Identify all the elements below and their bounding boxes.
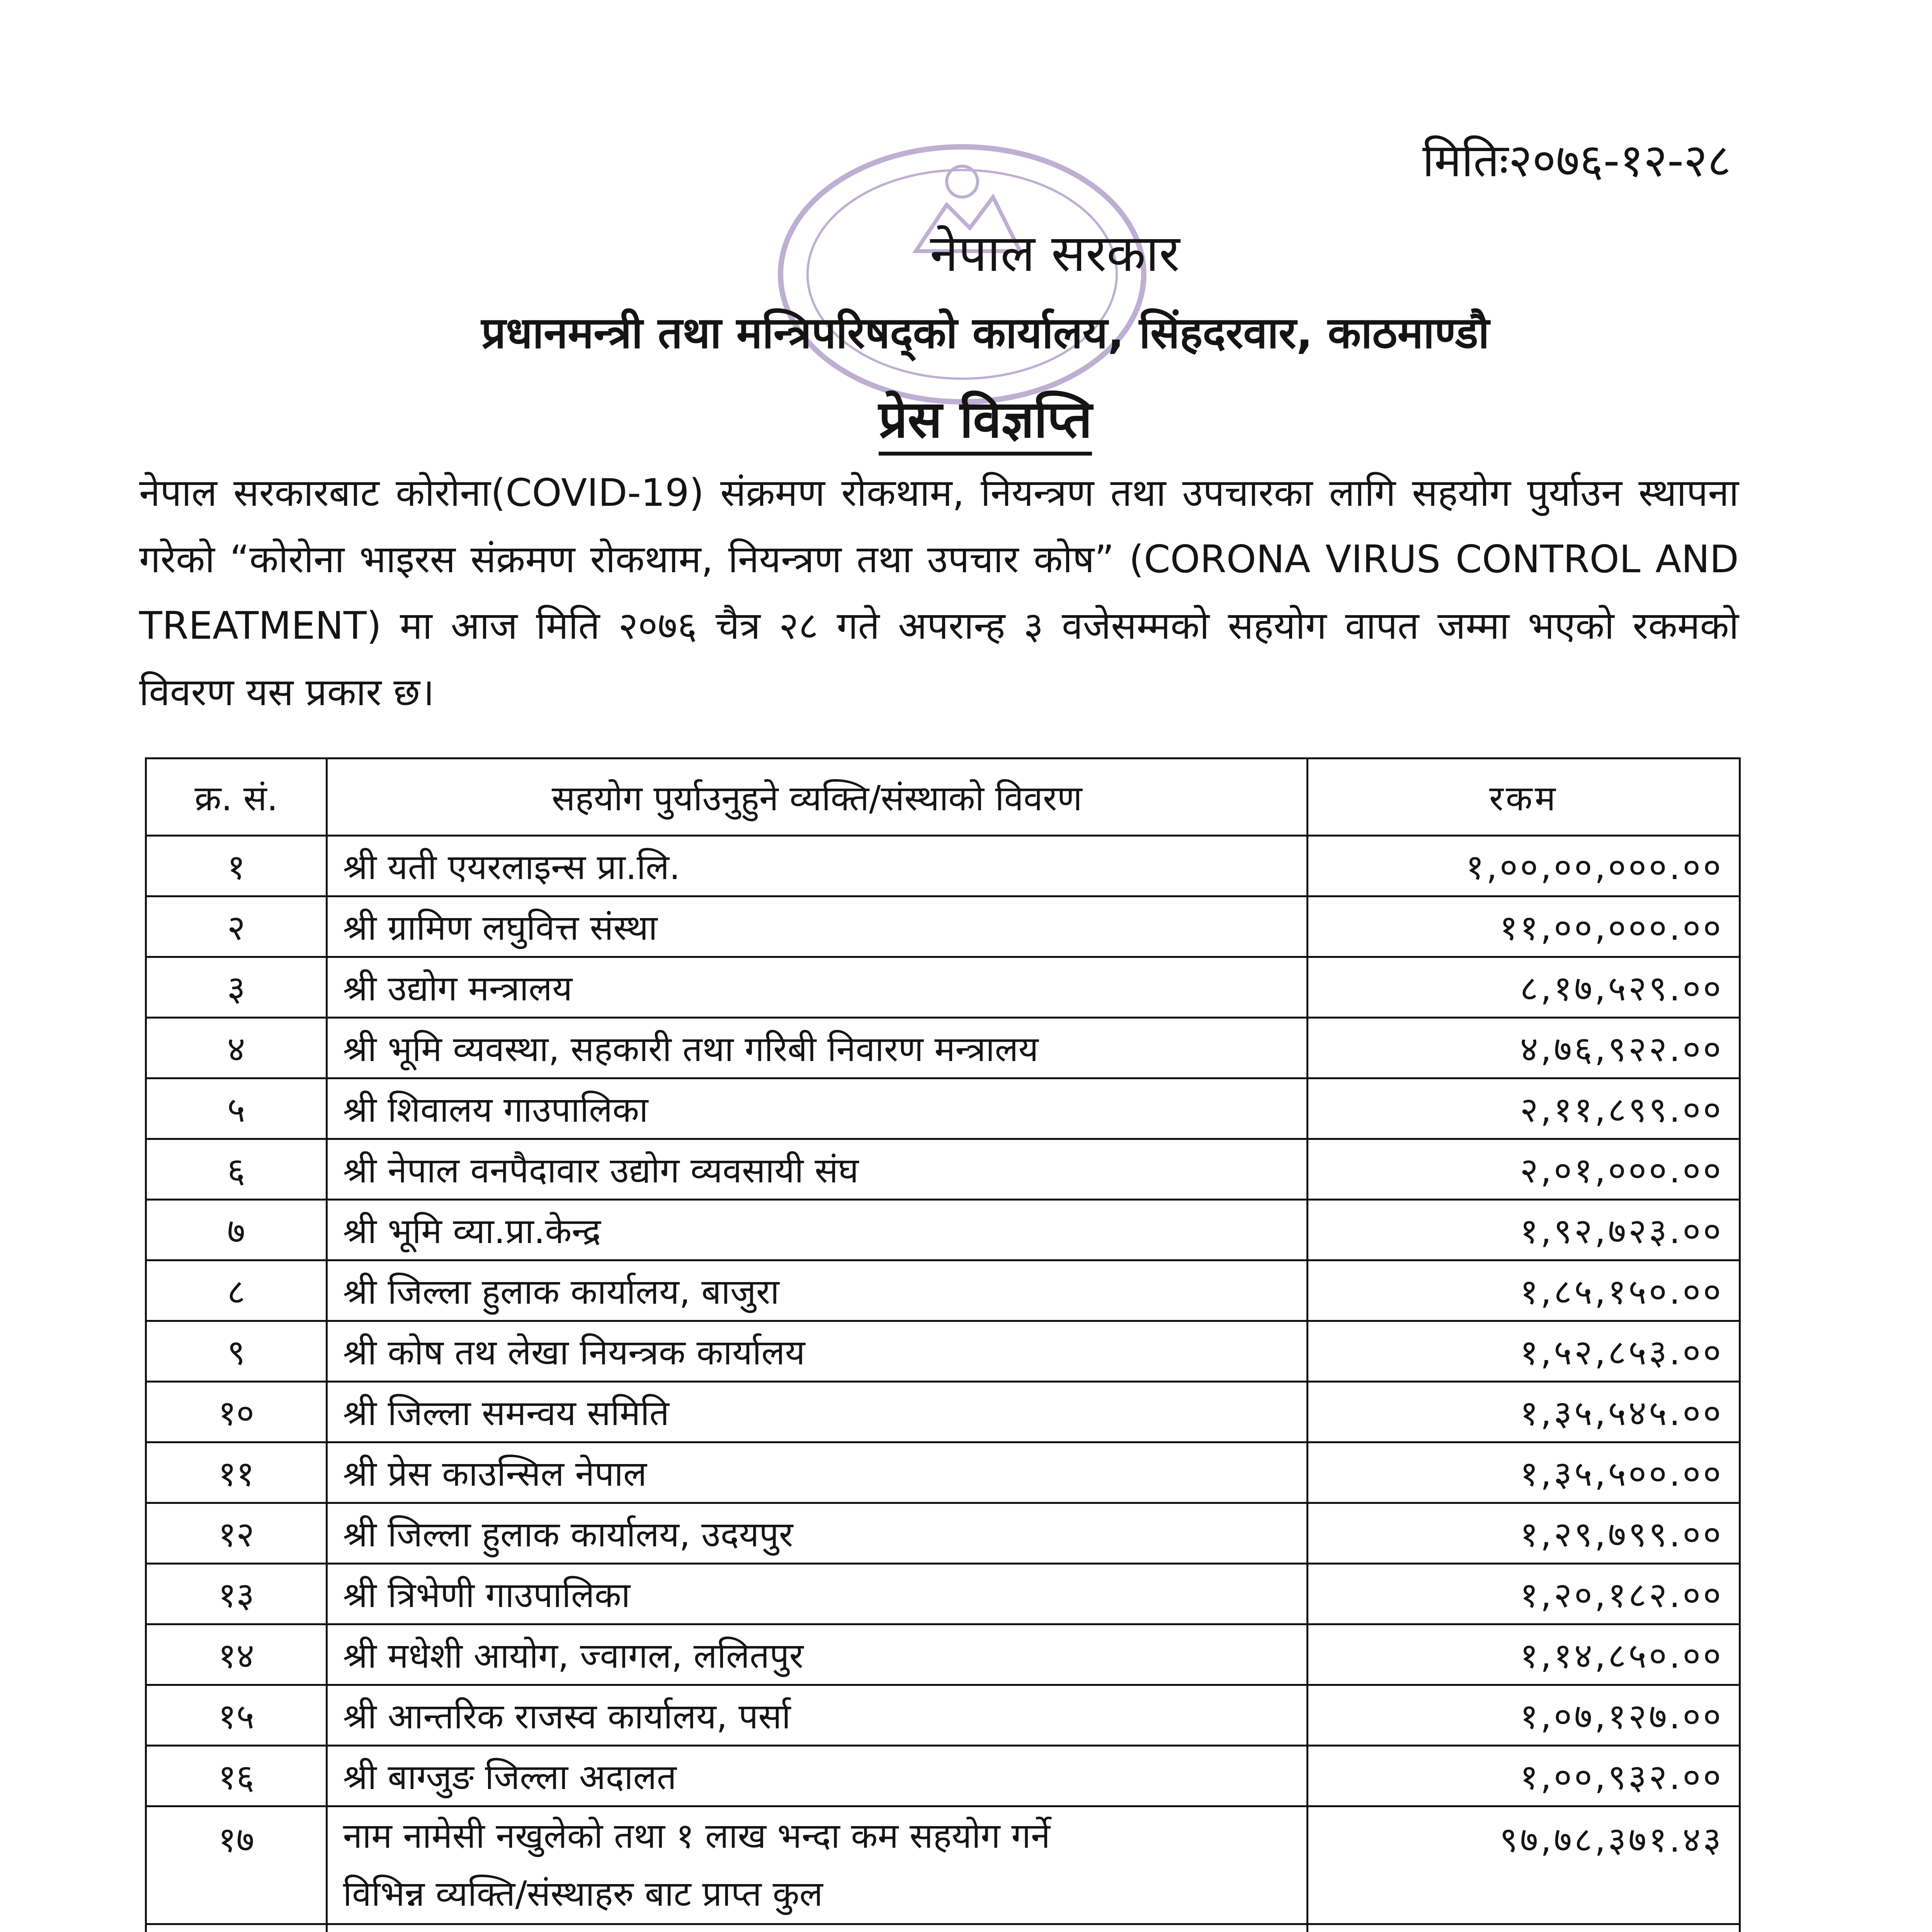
others-line-1: नाम नामेसी नखुलेको तथा १ लाख भन्दा कम सहयोग गर्ने bbox=[343, 1816, 1050, 1856]
row-serial: ४ bbox=[146, 1018, 327, 1078]
row-serial: ३ bbox=[146, 957, 327, 1018]
row-donor: श्री मधेशी आयोग, ज्वागल, ललितपुर bbox=[327, 1624, 1307, 1685]
header-serial: क्र. सं. bbox=[146, 759, 327, 836]
row-serial: ७ bbox=[146, 1200, 327, 1260]
row-amount: १,३५,५००.०० bbox=[1307, 1442, 1740, 1503]
table-row bbox=[146, 957, 1740, 1018]
row-amount: १,००,९३२.०० bbox=[1307, 1746, 1740, 1806]
table-row bbox=[146, 1685, 1740, 1746]
government-name: नेपाल सरकार bbox=[930, 224, 1180, 283]
total-label bbox=[327, 1924, 1307, 1932]
table-row bbox=[146, 1260, 1740, 1321]
row-amount: २,११,८९९.०० bbox=[1307, 1078, 1740, 1139]
row-donor: श्री भूमि व्यवस्था, सहकारी तथा गरिबी निवारण मन्त्रालय bbox=[327, 1018, 1307, 1078]
row-serial: १६ bbox=[146, 1746, 327, 1806]
row-serial: २ bbox=[146, 896, 327, 957]
row-serial: १२ bbox=[146, 1503, 327, 1564]
row-amount: १,५२,८५३.०० bbox=[1307, 1321, 1740, 1382]
row-serial: १३ bbox=[146, 1564, 327, 1624]
row-amount: १,९२,७२३.०० bbox=[1307, 1200, 1740, 1260]
row-amount: १,००,००,०००.०० bbox=[1307, 836, 1740, 896]
press-release-title: प्रेस विज्ञप्ति bbox=[0, 383, 1932, 452]
row-serial: १४ bbox=[146, 1624, 327, 1685]
row-amount: १,१४,८५०.०० bbox=[1307, 1624, 1740, 1685]
row-donor: श्री कोष तथ लेखा नियन्त्रक कार्यालय bbox=[327, 1321, 1307, 1382]
row-donor: श्री प्रेस काउन्सिल नेपाल bbox=[327, 1442, 1307, 1503]
table-row bbox=[146, 1321, 1740, 1382]
table-row bbox=[146, 1139, 1740, 1200]
others-line-2: विभिन्न व्यक्ति/संस्थाहरु बाट प्राप्त कुल bbox=[343, 1874, 823, 1914]
row-amount: ९७,७८,३७१.४३ bbox=[1307, 1806, 1740, 1924]
row-donor: श्री आन्तरिक राजस्व कार्यालय, पर्सा bbox=[327, 1685, 1307, 1746]
header-donor: सहयोग पुर्याउनुहुने व्यक्ति/संस्थाको विवरण bbox=[327, 759, 1307, 836]
row-serial: ८ bbox=[146, 1260, 327, 1321]
total-row-today bbox=[146, 1924, 1740, 1932]
office-name: प्रधानमन्त्री तथा मन्त्रिपरिषद्को कार्यालय, सिंहदरवार, काठमाण्डौ bbox=[481, 308, 1490, 358]
table-row bbox=[146, 1442, 1740, 1503]
row-donor: श्री नेपाल वनपैदावार उद्योग व्यवसायी संघ bbox=[327, 1139, 1307, 1200]
row-amount: २,०१,०००.०० bbox=[1307, 1139, 1740, 1200]
intro-paragraph: नेपाल सरकारबाट कोरोना(COVID-19) संक्रमण रोकथाम, नियन्त्रण तथा उपचारका लागि सहयोग पुर्याउन स्थापना गरेको “कोरोना भाइरस संक्रमण रोकथाम, नियन्त्रण तथा उपचार कोष” (CORONA VIRUS CONTROL AND TREATMENT) मा आज मिति २०७६ चैत्र २८ गते अपरान्ह ३ वजेसम्मको सहयोग वापत जम्मा भएको रकमको विवरण यस प्रकार छ। bbox=[139, 471, 1739, 714]
row-amount: ८,१७,५२९.०० bbox=[1307, 957, 1740, 1018]
table-row bbox=[146, 1018, 1740, 1078]
row-donor: श्री भूमि व्या.प्रा.केन्द्र bbox=[327, 1200, 1307, 1260]
row-amount: १,०७,१२७.०० bbox=[1307, 1685, 1740, 1746]
row-donor: श्री ग्रामिण लघुवित्त संस्था bbox=[327, 896, 1307, 957]
row-serial: ५ bbox=[146, 1078, 327, 1139]
header-amount: रकम bbox=[1307, 759, 1740, 836]
row-donor: श्री शिवालय गाउपालिका bbox=[327, 1078, 1307, 1139]
row-serial: १५ bbox=[146, 1685, 327, 1746]
row-amount: १,२९,७९९.०० bbox=[1307, 1503, 1740, 1564]
donations-table bbox=[145, 757, 1741, 1932]
table-row bbox=[146, 1382, 1740, 1442]
row-serial: १ bbox=[146, 836, 327, 896]
row-donor: श्री जिल्ला हुलाक कार्यालय, उदयपुर bbox=[327, 1503, 1307, 1564]
table-row bbox=[146, 1200, 1740, 1260]
row-donor: श्री यती एयरलाइन्स प्रा.लि. bbox=[327, 836, 1307, 896]
row-amount: १,३५,५४५.०० bbox=[1307, 1382, 1740, 1442]
row-amount: १,२०,१८२.०० bbox=[1307, 1564, 1740, 1624]
table-row bbox=[146, 1503, 1740, 1564]
row-amount: ११,००,०००.०० bbox=[1307, 896, 1740, 957]
row-amount: १,८५,१५०.०० bbox=[1307, 1260, 1740, 1321]
table-row bbox=[146, 896, 1740, 957]
row-donor: श्री जिल्ला समन्वय समिति bbox=[327, 1382, 1307, 1442]
table-header-row bbox=[146, 759, 1740, 836]
row-donor: श्री उद्योग मन्त्रालय bbox=[327, 957, 1307, 1018]
total-amount bbox=[1307, 1924, 1740, 1932]
row-serial: ९ bbox=[146, 1321, 327, 1382]
row-donor: श्री बाग्जुङ जिल्ला अदालत bbox=[327, 1746, 1307, 1806]
row-serial: १० bbox=[146, 1382, 327, 1442]
row-donor-others bbox=[327, 1806, 1307, 1924]
row-donor: श्री जिल्ला हुलाक कार्यालय, बाजुरा bbox=[327, 1260, 1307, 1321]
table-row bbox=[146, 1564, 1740, 1624]
table-row bbox=[146, 836, 1740, 896]
table-row bbox=[146, 1746, 1740, 1806]
table-row bbox=[146, 1078, 1740, 1139]
row-serial: ११ bbox=[146, 1442, 327, 1503]
row-serial: ६ bbox=[146, 1139, 327, 1200]
table-row-others bbox=[146, 1806, 1740, 1924]
row-donor: श्री त्रिभेणी गाउपालिका bbox=[327, 1564, 1307, 1624]
table-row bbox=[146, 1624, 1740, 1685]
row-serial: १७ bbox=[146, 1806, 327, 1924]
row-amount: ४,७६,९२२.०० bbox=[1307, 1018, 1740, 1078]
document-date: मितिः२०७६-१२-२८ bbox=[1422, 134, 1731, 187]
